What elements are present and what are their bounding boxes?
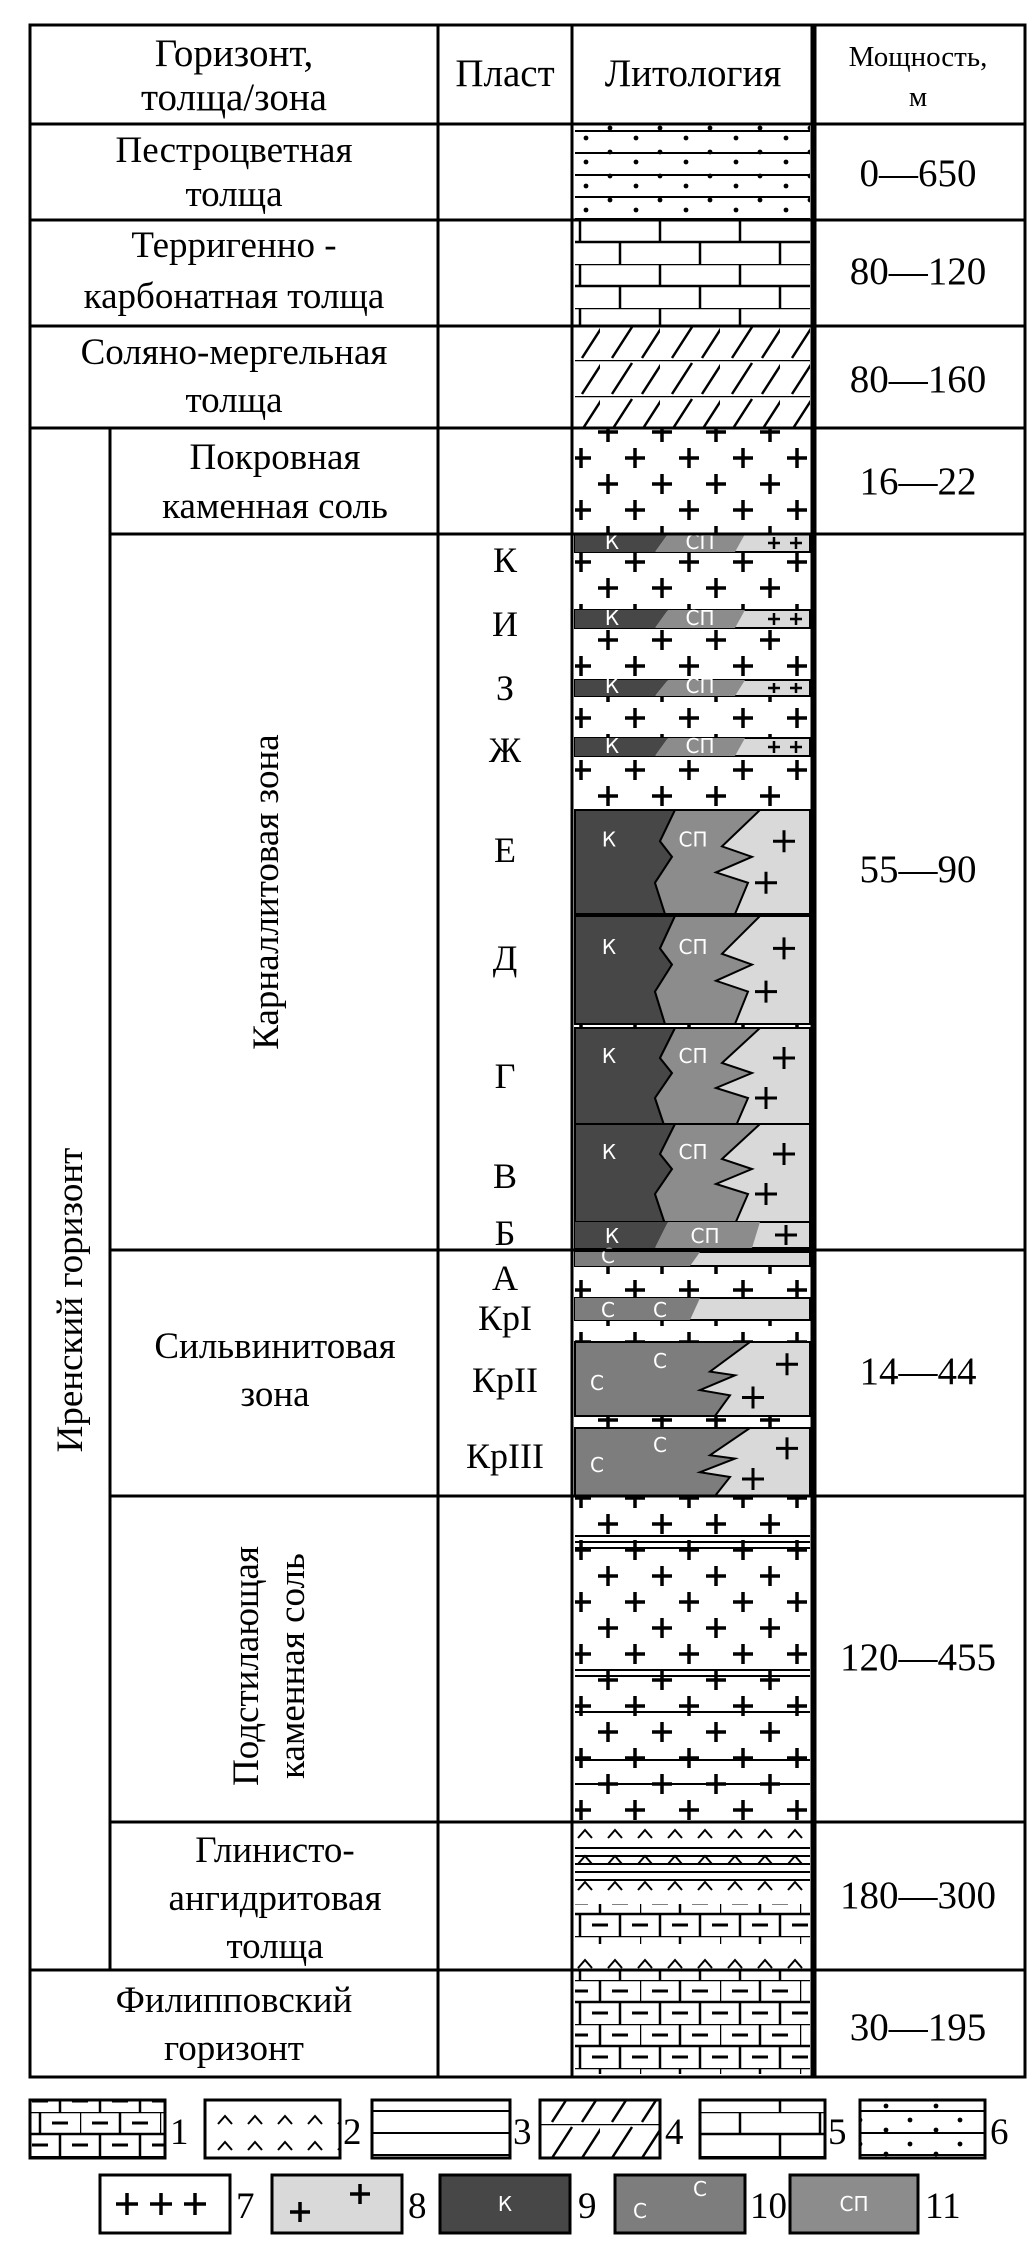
legend-item-1 — [30, 2100, 189, 2158]
legend-item-4 — [540, 2100, 684, 2158]
unit-filipp-line2: горизонт — [164, 2028, 304, 2069]
unit-glinisto-line1: Глинисто- — [195, 1830, 355, 1871]
legend-item-8 — [272, 2175, 427, 2233]
sylvinite-bed-3 — [575, 1428, 810, 1496]
legend-tag-10b: С — [693, 2177, 707, 2201]
legend-item-3 — [372, 2100, 532, 2158]
litho-podstil — [575, 1496, 810, 1822]
header-lithology: Литология — [604, 52, 782, 95]
bed-label: КрI — [478, 1298, 532, 1338]
thin-bed-tag-k: К — [604, 530, 620, 554]
thick-bed-tag-sp: СП — [678, 827, 708, 852]
sylv-tag-a: С — [590, 1453, 604, 1478]
bed-label: З — [495, 668, 515, 708]
legend-item-9 — [440, 2175, 597, 2233]
sylv-tag-a: С — [601, 1244, 615, 1268]
header-horizon-line2: толща/зона — [140, 76, 328, 119]
legend-num-2: 2 — [343, 2112, 362, 2153]
thickness-podstil: 120—455 — [840, 1636, 996, 1679]
bed-label: Ж — [488, 730, 522, 770]
legend-num-1: 1 — [170, 2112, 189, 2153]
thickness-glinisto: 180—300 — [840, 1874, 996, 1917]
thin-bed-tag-k: К — [604, 606, 620, 630]
thin-bed-tag-sp: СП — [685, 674, 715, 698]
bed-label: Б — [494, 1213, 516, 1253]
thick-bed-1 — [575, 916, 810, 1024]
thick-bed-0 — [575, 810, 810, 914]
unit-terrig-line1: Терригенно - — [131, 225, 337, 266]
litho-terrig — [575, 220, 810, 326]
legend-num-11: 11 — [925, 2186, 961, 2227]
bed-label: Е — [494, 830, 516, 870]
thick-bed-tag-k: К — [601, 934, 617, 959]
thick-bed-tag-k: К — [601, 1140, 617, 1164]
legend-num-3: 3 — [513, 2112, 532, 2153]
unit-labels — [50, 130, 996, 2069]
unit-filipp-line1: Филипповский — [115, 1980, 353, 2021]
litho-filipp — [575, 1970, 810, 2074]
legend-num-7: 7 — [236, 2186, 255, 2227]
unit-pokrov-line1: Покровная — [189, 437, 361, 478]
thickness-karnal: 55—90 — [859, 848, 977, 891]
thin-bed-tag-sp: СП — [685, 530, 715, 554]
thickness-filipp: 30—195 — [849, 2006, 987, 2049]
legend-num-9: 9 — [578, 2186, 597, 2227]
legend-tag-10a: С — [633, 2199, 647, 2223]
bed-label: В — [492, 1156, 518, 1196]
thickness-pokrov: 16—22 — [859, 460, 977, 503]
litho-solyano — [575, 326, 810, 428]
bed-label: Г — [494, 1056, 516, 1096]
unit-pestro-line2: толща — [185, 174, 283, 215]
unit-podstil-line1: Подстилающая — [226, 1546, 267, 1786]
thickness-solyano: 80—160 — [849, 358, 987, 401]
thin-bed-tag-k: К — [604, 734, 620, 758]
thick-bed-tag-k: К — [604, 1224, 620, 1248]
thick-bed-tag-sp: СП — [678, 934, 708, 959]
thick-bed-tag-sp: СП — [678, 1140, 708, 1164]
legend-item-10 — [615, 2175, 787, 2233]
bed-label: А — [492, 1258, 518, 1298]
bed-label: И — [492, 604, 518, 644]
legend-num-4: 4 — [665, 2112, 684, 2153]
legend-item-5 — [700, 2100, 847, 2158]
sylv-tag-a: С — [590, 1371, 604, 1396]
bed-label: К — [492, 540, 518, 580]
thin-bed-1 — [575, 606, 810, 630]
litho-pokrov — [575, 428, 810, 534]
bed-label: Д — [492, 938, 518, 978]
legend-item-6 — [860, 2100, 1009, 2158]
unit-pokrov-line2: каменная соль — [162, 486, 388, 527]
thin-bed-tag-sp: СП — [685, 734, 715, 758]
sylv-tag-b: С — [653, 1348, 667, 1373]
legend-item-7 — [100, 2175, 255, 2233]
unit-terrig-line2: карбонатная толща — [83, 276, 385, 317]
thin-bed-3 — [575, 734, 810, 758]
thick-bed-3 — [575, 1124, 810, 1224]
header-horizon-line1: Горизонт, — [154, 32, 314, 75]
thick-bed-tag-k: К — [601, 1044, 617, 1068]
unit-glinisto-line3: толща — [226, 1926, 324, 1967]
header-bed: Пласт — [455, 52, 555, 95]
thick-bed-tag-k: К — [601, 827, 617, 852]
unit-solyano-line1: Соляно-мергельная — [80, 332, 388, 373]
unit-glinisto-line2: ангидритовая — [168, 1878, 382, 1919]
litho-glinisto — [575, 1822, 810, 1970]
legend-item-11 — [790, 2175, 961, 2233]
sylv-tag-a: С — [601, 1298, 615, 1322]
legend-tag-9: К — [497, 2192, 513, 2216]
unit-silvin-line2: зона — [240, 1374, 310, 1415]
horizon-label: Иренский горизонт — [50, 1147, 91, 1453]
legend-num-10: 10 — [750, 2186, 787, 2227]
thickness-pestro: 0—650 — [859, 152, 977, 195]
unit-pestro-line1: Пестроцветная — [115, 130, 353, 171]
header-thickness-line1: Мощность, — [848, 41, 988, 73]
legend-num-5: 5 — [828, 2112, 847, 2153]
sylv-tag-b: С — [653, 1432, 667, 1457]
unit-solyano-line2: толща — [185, 380, 283, 421]
bed-label: КрII — [472, 1360, 538, 1400]
unit-silvin-line1: Сильвинитовая — [154, 1326, 396, 1367]
sylvinite-bed-2 — [575, 1342, 810, 1416]
sylvinite-bed-1 — [575, 1298, 810, 1322]
litho-pestro-lines — [575, 124, 810, 220]
unit-karnal: Карналлитовая зона — [246, 734, 287, 1050]
thick-bed-tag-sp: СП — [690, 1224, 720, 1248]
bed-label: КрIII — [466, 1436, 544, 1476]
lithology-column — [575, 124, 810, 2074]
thick-bed-2 — [575, 1028, 810, 1128]
legend — [30, 2100, 1009, 2233]
table-header — [141, 32, 987, 119]
legend-item-2 — [205, 2100, 362, 2158]
sylv-tag-b: С — [653, 1298, 667, 1322]
header-thickness-line2: м — [908, 81, 928, 113]
thick-bed-tag-sp: СП — [678, 1044, 708, 1068]
thickness-terrig: 80—120 — [849, 250, 987, 293]
thin-bed-tag-k: К — [604, 674, 620, 698]
litho-glinisto-dol — [575, 1904, 810, 1944]
legend-num-8: 8 — [408, 2186, 427, 2227]
karnallite-thick-beds — [575, 810, 810, 1248]
bed-labels — [466, 540, 544, 1476]
legend-num-6: 6 — [990, 2112, 1009, 2153]
thickness-silvin: 14—44 — [859, 1350, 977, 1393]
thin-bed-tag-sp: СП — [685, 606, 715, 630]
legend-tag-11: СП — [839, 2192, 869, 2216]
unit-podstil-line2: каменная соль — [272, 1553, 313, 1779]
